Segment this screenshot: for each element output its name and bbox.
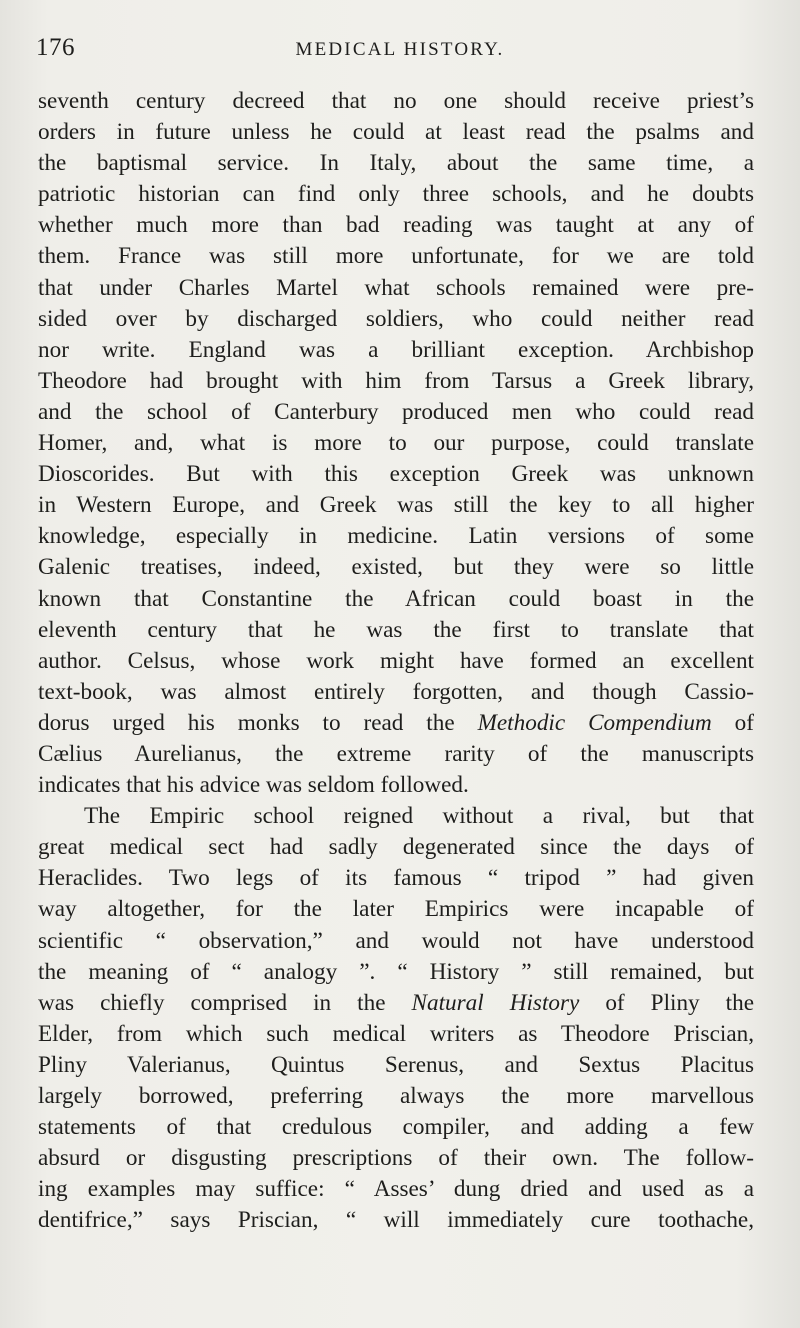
- text-line: whether much more than bad reading was taught at any of: [38, 212, 754, 239]
- text-line: Dioscorides. But with this exception Greek was unknown: [38, 461, 754, 488]
- text-segment: was chiefly comprised in the: [38, 989, 412, 1016]
- text-line: orders in future unless he could at least read the psalms and: [38, 119, 754, 146]
- text-line: them. France was still more unfortunate, for we are told: [38, 243, 754, 270]
- text-line: patriotic historian can find only three schools, and he doubts: [38, 181, 754, 208]
- text-line: Galenic treatises, indeed, existed, but they were so little: [38, 554, 754, 581]
- text-line: absurd or disgusting prescriptions of their own. The follow-: [38, 1145, 754, 1172]
- book-title-methodic-compendium: Methodic Compendium: [477, 709, 712, 736]
- text-line: sided over by discharged soldiers, who could neither read: [38, 305, 754, 332]
- body-text: [38, 86, 754, 1236]
- text-line: knowledge, especially in medicine. Latin versions of some: [38, 523, 754, 550]
- text-line: Elder, from which such medical writers as Theodore Priscian,: [38, 1020, 754, 1047]
- text-line: indicates that his advice was seldom followed.: [38, 772, 469, 799]
- text-line: author. Celsus, whose work might have formed an excellent: [38, 647, 754, 674]
- text-segment: of Pliny the: [579, 989, 754, 1016]
- running-title: MEDICAL HISTORY.: [295, 39, 505, 60]
- text-line: seventh century decreed that no one should receive priest’s: [38, 88, 754, 114]
- text-line: Pliny Valerianus, Quintus Serenus, and Sextus Placitus: [38, 1051, 754, 1078]
- page-number: 176: [36, 34, 75, 61]
- text-segment: of: [711, 709, 754, 736]
- text-line: Homer, and, what is more to our purpose, could translate: [38, 430, 754, 457]
- text-line: scientific “ observation,” and would not have understood: [38, 927, 754, 954]
- text-line: Theodore had brought with him from Tarsus a Greek library,: [38, 367, 754, 394]
- book-title-natural-history: Natural History: [411, 989, 580, 1016]
- text-line-with-italic-title: [38, 708, 754, 739]
- page-header: [36, 34, 764, 74]
- text-line: dentifrice,” says Priscian, “ will immediately cure toothache,: [38, 1207, 754, 1234]
- text-line: nor write. England was a brilliant exception. Archbishop: [38, 336, 754, 363]
- text-line: way altogether, for the later Empirics were incapable of: [38, 896, 754, 923]
- text-line: text-book, was almost entirely forgotten, and though Cassio-: [38, 678, 754, 705]
- text-line: the meaning of “ analogy ”. “ History ” still remained, but: [38, 958, 754, 985]
- text-line: statements of that credulous compiler, and adding a few: [38, 1114, 754, 1141]
- paragraph-1: [38, 86, 754, 801]
- text-line: Cælius Aurelianus, the extreme rarity of the manuscripts: [38, 740, 754, 767]
- text-line: in Western Europe, and Greek was still the key to all higher: [38, 492, 754, 519]
- text-line: the baptismal service. In Italy, about the same time, a: [38, 150, 754, 177]
- text-line: that under Charles Martel what schools remained were pre-: [38, 274, 754, 301]
- paragraph-2: [38, 801, 754, 1236]
- text-line: known that Constantine the African could boast in the: [38, 585, 754, 612]
- text-line-with-italic-title: [38, 988, 754, 1019]
- text-line: The Empiric school reigned without a rival, but that: [84, 803, 754, 830]
- text-line: great medical sect had sadly degenerated since the days of: [38, 834, 754, 861]
- text-line: ing examples may suffice: “ Asses’ dung dried and used as a: [38, 1176, 754, 1203]
- text-line: Heraclides. Two legs of its famous “ tripod ” had given: [38, 865, 754, 892]
- text-line: largely borrowed, preferring always the more marvellous: [38, 1083, 754, 1109]
- text-line: and the school of Canterbury produced men who could read: [38, 398, 754, 425]
- text-segment: dorus urged his monks to read the: [38, 709, 478, 736]
- text-line: eleventh century that he was the first to translate that: [38, 616, 754, 643]
